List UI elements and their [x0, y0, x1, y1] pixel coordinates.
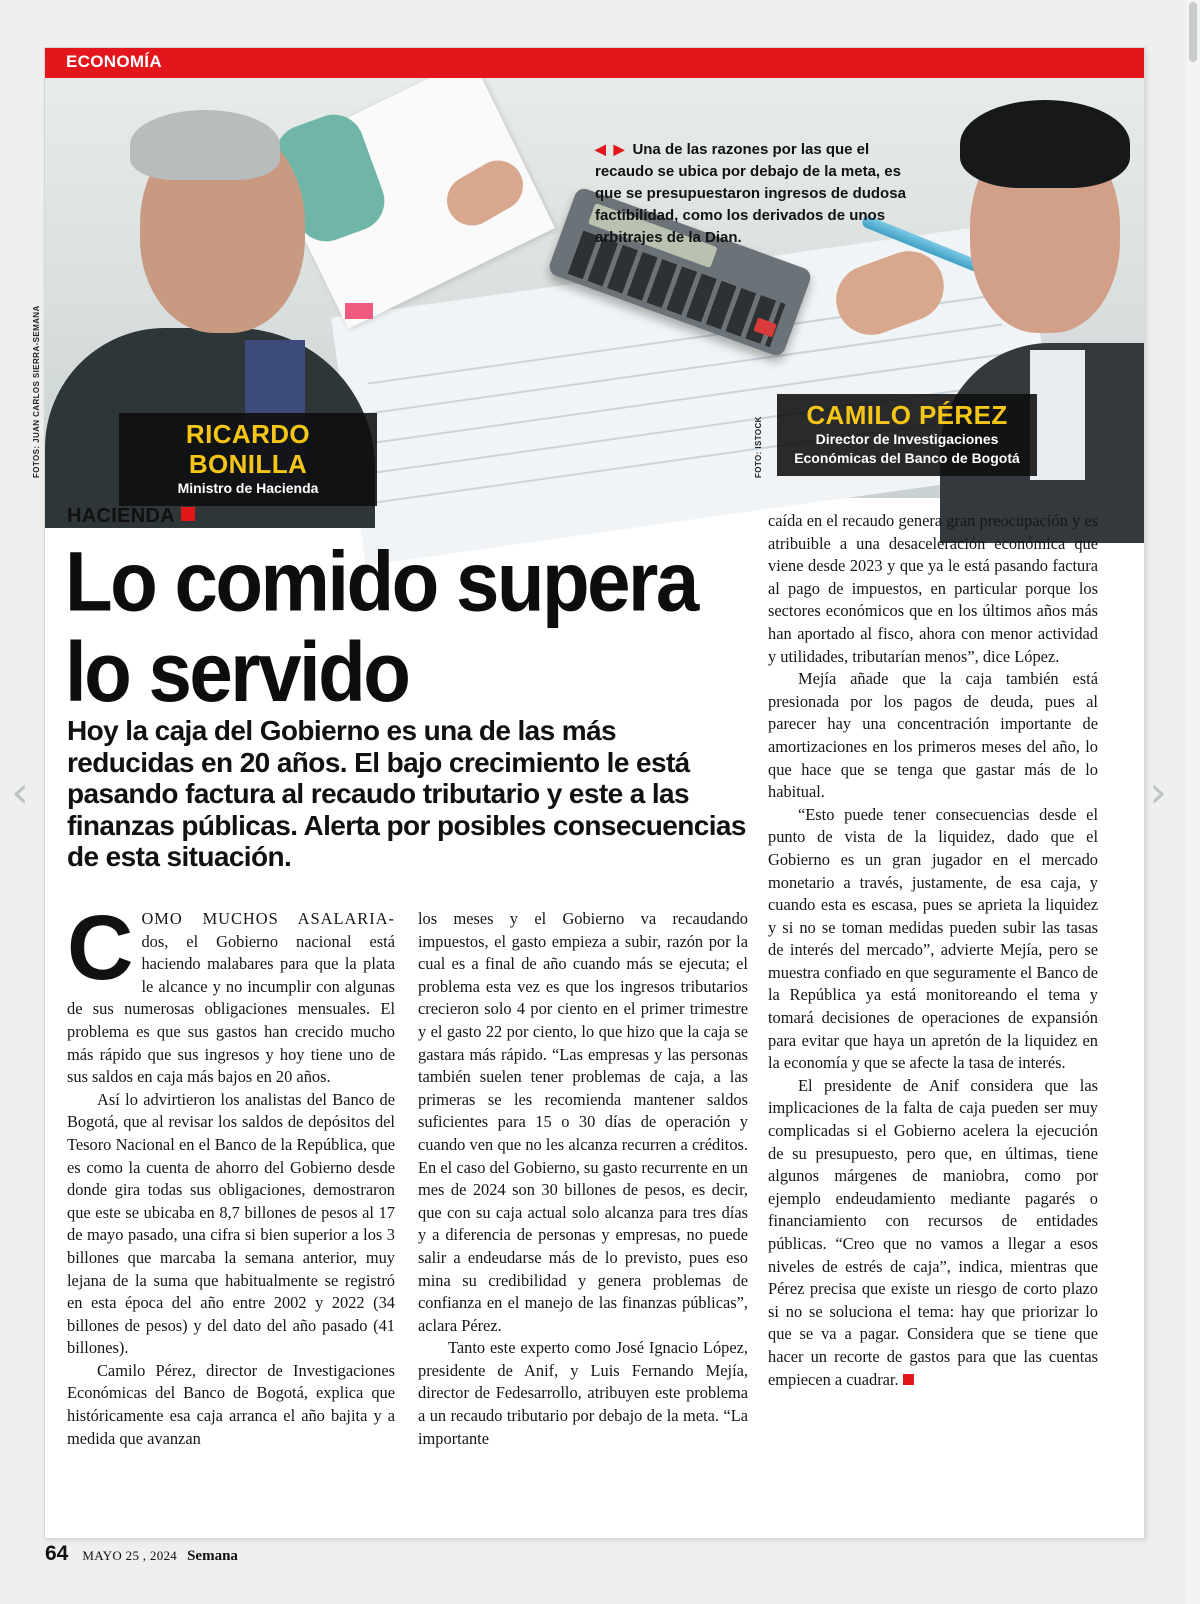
hair	[960, 100, 1130, 188]
previous-page-arrow-icon[interactable]: ‹	[11, 767, 29, 818]
headline-line-2: lo servido	[65, 624, 409, 720]
magazine-page	[32, 48, 1144, 1538]
article-lead: Hoy la caja del Gobierno es una de las más reducidas en 20 años. El bajo crecimiento le está pasando factura al recaudo tributario y este a las finanzas públicas. Alerta por posibles consecuencias de esta situación.	[67, 715, 746, 872]
next-page-arrow-icon[interactable]: ›	[1149, 767, 1167, 818]
opening-caps: OMO MUCHOS ASALARIA-	[141, 909, 395, 928]
pink-sticky-note	[345, 303, 373, 319]
person-name: CAMILO PÉREZ	[806, 400, 1008, 430]
paragraph	[768, 1075, 1098, 1391]
paragraph: Así lo advirtieron los analistas del Banco de Bogotá, que al revisar los saldos de depósitos del Tesoro Nacional en el Banco de la República, que es como la cuenta de ahorro del Gobierno desde donde gira todas sus obligaciones, demostraron que este se ubicaba en 8,7 billones de pesos al 17 de mayo pasado, una cifra si bien superior a los 3 billones que marcaba la semana anterior, muy lejana de la suma que habitualmente se registró en esta época del año entre 2002 y 2022 (34 billones de pesos) y del dato del año pasado (41 billones).	[67, 1089, 395, 1358]
kicker-square-icon	[181, 507, 195, 521]
page-number: 64	[45, 1542, 69, 1565]
person-name: RICARDO BONILLA	[185, 419, 311, 479]
headline-line-1: Lo comido supera	[65, 533, 697, 629]
paragraph: los meses y el Gobierno va recaudando impuestos, el gasto empieza a subir, razón por la cual es a final de año cuando más se ejecuta; el problema esta vez es que los ingresos tributarios crecieron solo 4 por ciento en el primer trimestre y el gasto 22 por ciento, lo que hizo que la caja se gastara más rápido. “Las empresas y las personas también suelen tener problemas de caja, a las primeras se les recomienda mantener saldos suficientes para 15 o 30 días de operación y cuando ven que no les alcanza recurren a créditos. En el caso del Gobierno, su gasto recurrente en un mes de 2024 son 30 billones de pesos, es decir, que con su caja actual solo alcanza para tres días y a diferencia de personas y empresas, no puede salir a endeudarse más de lo previsto, pues eso mina su credibilidad y genera problemas de confianza en el manejo de las finanzas públicas”, aclara Pérez.	[418, 909, 748, 1335]
scrollbar-thumb[interactable]	[1189, 2, 1197, 62]
article-headline	[65, 533, 745, 720]
paragraph-text: dos, el Gobierno nacional está haciendo malabares para que la plata le alcance y no incumplir con algunas de sus numerosas obligaciones mensuales. El problema es que sus gastos han crecido mucho más rápido que sus ingresos y hoy tiene uno de sus saldos en caja más bajos en 20 años.	[67, 931, 395, 1087]
photo-credit-left: FOTOS: JUAN CARLOS SIERRA-SEMANA	[32, 305, 41, 478]
article-column-2	[418, 908, 748, 1450]
article-kicker	[67, 505, 195, 528]
page-footer	[45, 1542, 238, 1572]
paragraph: Camilo Pérez, director de Investigaciones Económicas del Banco de Bogotá, explica que históricamente esa caja arranca el año bajita y a medida que avanzan	[67, 1360, 395, 1448]
article-column-1	[67, 897, 395, 1450]
quote-arrows-icon: ◀ ▶	[595, 141, 627, 157]
article-column-3	[768, 510, 1098, 1391]
photo-pull-quote	[595, 138, 915, 249]
kicker-text: HACIENDA	[67, 505, 175, 527]
viewer-scrollbar[interactable]	[1186, 0, 1200, 1604]
paragraph: “Esto puede tener consecuencias desde el punto de vista de la liquidez, dado que el Gobierno es un gran jugador en el mercado monetario a través, justamente, de esa caja, y cuando esta es escasa, pues se aprieta la liquidez y si no se toman medidas pueden subir las tasas de interés del mercado”, advierte Mejía, pero se muestra confiado en que seguramente el Banco de la República ya está monitoreando el tema y tomará decisiones de operaciones de expansión para evitar que haya un apretón de la liquidez en la economía y que se afecte la tasa de interés.	[768, 804, 1098, 1073]
person-role: Ministro de Hacienda	[177, 480, 319, 496]
paragraph: Mejía añade que la caja también está presionada por los pagos de deuda, pues al parecer hay una concentración importante de amortizaciones en los primeros meses del año, lo que hace que se tenga que gastar más de lo habitual.	[768, 669, 1098, 802]
end-mark-icon	[903, 1374, 914, 1385]
issue-date: MAYO 25 , 2024	[82, 1548, 178, 1563]
photo-credit-right: FOTO: ISTOCK	[754, 416, 763, 478]
paragraph	[67, 897, 395, 1089]
person-role-line2: Económicas del Banco de Bogotá	[794, 450, 1020, 466]
paragraph-text: El presidente de Anif considera que las implicaciones de la falta de caja pueden ser muy complicadas si el Gobierno acelera la ejecución de su presupuesto, pero que, en últimas, tiene algunos márgenes de maniobra, como por ejemplo endeudamiento mediante pagarés o financiamiento con recursos de entidades públicas. “Creo que no vamos a llegar a esos niveles de estrés de caja”, indica, mientras que Pérez precisa que existe un riesgo de corto plazo si no se soluciona el tema: hay que priorizar lo que se va a pagar. Considera que se tiene que hacer un recorte de gastos para que las cuentas empiecen a cuadrar.	[768, 1075, 1098, 1389]
drop-cap: C	[67, 897, 134, 999]
section-band	[45, 48, 1144, 78]
hero-photo-collage	[45, 78, 1144, 498]
paragraph: caída en el recaudo genera gran preocupación y es atribuible a una desaceleración económica que viene desde 2023 y que ya le está pasando factura al pago de impuestos, en particular porque los sectores económicos que en los últimos años más han aportado al fisco, ahora con menor actividad y utilidades, tributarían menos”, dice López.	[768, 511, 1098, 666]
caption-camilo-perez	[777, 394, 1037, 476]
pull-quote-text: Una de las razones por las que el recaudo se ubica por debajo de la meta, es que se presupuestaron ingresos de dudosa factibilidad, como los derivados de unos arbitrajes de la Dian.	[595, 141, 906, 246]
shirt	[1030, 350, 1085, 480]
caption-ricardo-bonilla	[119, 413, 377, 506]
paragraph: Tanto este experto como José Ignacio López, presidente de Anif, y Luis Fernando Mejía, director de Fedesarrollo, atribuyen este problema a un recaudo tributario por debajo de la meta. “La importante	[418, 1338, 748, 1448]
magazine-name: Semana	[187, 1548, 238, 1564]
person-role-line1: Director de Investigaciones	[815, 431, 999, 447]
hair	[130, 110, 280, 180]
section-label: ECONOMÍA	[66, 52, 162, 71]
